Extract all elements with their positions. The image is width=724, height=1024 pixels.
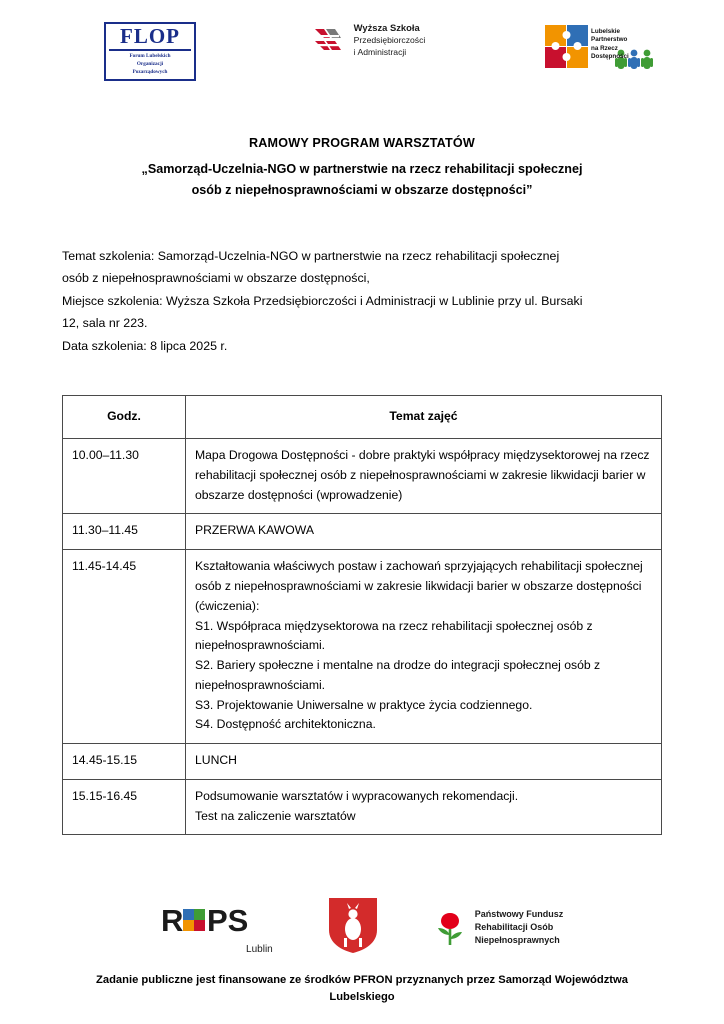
document-title-block	[62, 136, 662, 201]
table-cell-time: 10.00–11.30	[63, 439, 186, 514]
table-row	[63, 550, 662, 744]
table-header-row	[63, 396, 662, 439]
flop-logo-line-1: Forum Lubelskich	[129, 53, 171, 59]
intro-line-1: Temat szkolenia: Samorząd-Uczelnia-NGO w partnerstwie na rzecz rehabilitacji społecznej	[62, 248, 560, 263]
table-row	[63, 744, 662, 780]
lpn-logo-line-4: Dostępności	[591, 53, 629, 61]
lubelskie-partnerstwo-logo	[542, 22, 662, 76]
page-subtitle-line-1: „Samorząd-Uczelnia-NGO w partnerstwie na rzecz rehabilitacji społecznej	[141, 162, 583, 176]
table-cell-time: 11.45-14.45	[63, 550, 186, 744]
table-header-topic: Temat zajęć	[186, 396, 662, 439]
intro-line-2: osób z niepełnosprawnościami w obszarze dostępności,	[62, 271, 370, 286]
flop-logo-line-2: Organizacji	[136, 60, 164, 67]
table-cell-topic: Podsumowanie warsztatów i wypracowanych rekomendacji. Test na zaliczenie warsztatów	[186, 779, 662, 835]
table-row	[63, 439, 662, 514]
table-header-time: Godz.	[63, 396, 186, 439]
footer-funding-note: Zadanie publiczne jest finansowane ze środków PFRON przyznanych przez Samorząd Województwa Lubelskiego	[96, 974, 628, 1004]
table-cell-topic: LUNCH	[186, 744, 662, 780]
flop-logo	[62, 22, 196, 81]
footer	[0, 896, 724, 1024]
coat-of-arms-icon	[327, 896, 379, 954]
pfron-logo-line-2: Rehabilitacji Osób	[474, 922, 554, 933]
raps-lublin-logo	[160, 904, 273, 956]
table-row	[63, 779, 662, 835]
wspa-logo-line-1: Wyższa Szkoła	[353, 22, 420, 33]
intro-line-5: Data szkolenia: 8 lipca 2025 r.	[62, 338, 228, 353]
lublin-coat-of-arms	[327, 896, 379, 959]
page-title: RAMOWY PROGRAM WARSZTATÓW	[248, 136, 476, 150]
raps-mark-icon	[161, 904, 273, 938]
table-cell-topic: PRZERWA KAWOWA	[186, 514, 662, 550]
header-logo-bar	[62, 0, 662, 84]
table-cell-time: 15.15-16.45	[63, 779, 186, 835]
table-row	[63, 514, 662, 550]
svg-text:R: R	[160, 904, 184, 939]
lpn-logo-line-1: Lubelskie	[591, 28, 621, 35]
table-cell-topic: Kształtowania właściwych postaw i zachowań sprzyjających rehabilitacji społecznej osób z niepełnosprawnościami w zakresie likwidacji barier w obszarze dostępności (ćwiczenia): S1. Współpraca międzysektorowa na rzecz rehabilitacji społecznej osób z niepełnosprawnościami. S2. Bariery społeczne i mentalne na drodze do integracji społecznej osób z niepełnosprawnościami. S3. Projektowanie Uniwersalne w praktyce życia codziennego. S4. Dostępność architektoniczna.	[186, 550, 662, 744]
pfron-logo	[433, 907, 564, 947]
page-subtitle-line-2: osób z niepełnosprawnościami w obszarze dostępności”	[191, 182, 533, 197]
lpn-logo-line-2: Partnerstwo	[591, 36, 628, 44]
table-cell-topic: Mapa Drogowa Dostępności - dobre praktyki współpracy międzysektorowej na rzecz rehabilitacji społecznej osób z niepełnosprawnościami w zakresie likwidacji barier w obszarze dostępności (wprowadzenie)	[186, 439, 662, 514]
wspa-logo-line-2: Przedsiębiorczości	[353, 34, 426, 45]
svg-text:PS: PS	[206, 904, 249, 939]
intro-line-4: 12, sala nr 223.	[62, 316, 148, 331]
pfron-logo-line-3: Niepełnosprawnych	[474, 934, 560, 945]
raps-logo-subtitle: Lublin	[246, 944, 273, 956]
lpn-logo-line-3: na Rzecz	[591, 44, 618, 52]
wspa-mark-icon	[313, 23, 347, 57]
wspa-logo	[313, 22, 426, 59]
flop-logo-title: FLOP	[109, 26, 191, 51]
table-cell-time: 11.30–11.45	[63, 514, 186, 550]
intro-line-3: Miejsce szkolenia: Wyższa Szkoła Przedsiębiorczości i Administracji w Lublinie przy ul. Bursaki	[62, 293, 583, 308]
flop-logo-line-3: Pozarządowych	[132, 68, 168, 75]
pfron-logo-line-1: Państwowy Fundusz	[474, 909, 564, 920]
program-table	[62, 395, 662, 835]
intro-paragraph	[62, 245, 662, 358]
footer-logo-bar	[62, 896, 662, 958]
table-cell-time: 14.45-15.15	[63, 744, 186, 780]
wspa-logo-line-3: i Administracji	[353, 46, 407, 57]
pfron-mark-icon	[433, 907, 467, 947]
